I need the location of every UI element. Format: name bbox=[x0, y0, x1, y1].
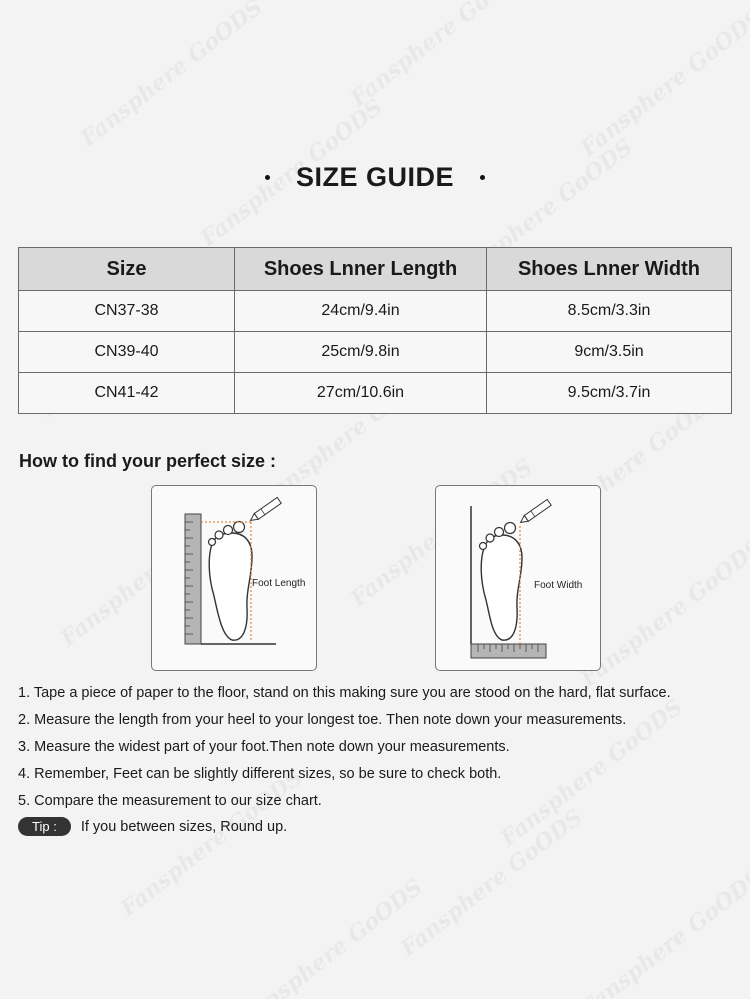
foot-width-label: Foot Width bbox=[534, 580, 583, 591]
table-row bbox=[19, 373, 732, 414]
watermark bbox=[76, 0, 268, 152]
howto-heading: How to find your perfect size : bbox=[19, 451, 277, 471]
foot-length-diagram bbox=[151, 485, 317, 671]
table-cell: 24cm/9.4in bbox=[235, 291, 487, 332]
instruction-step: 3. Measure the widest part of your foot.Then note down your measurements. bbox=[18, 739, 510, 755]
page-title bbox=[0, 162, 750, 193]
instruction-list bbox=[18, 680, 738, 815]
table-cell: 8.5cm/3.3in bbox=[487, 291, 732, 332]
table-cell: CN39-40 bbox=[19, 332, 235, 373]
tip-row bbox=[18, 817, 287, 836]
watermark bbox=[236, 874, 428, 999]
tip-badge: Tip : bbox=[18, 817, 71, 836]
table-cell: 9.5cm/3.7in bbox=[487, 373, 732, 414]
table-cell: 27cm/10.6in bbox=[235, 373, 487, 414]
watermark bbox=[576, 864, 750, 999]
column-header: Shoes Lnner Width bbox=[487, 248, 732, 291]
table-cell: 25cm/9.8in bbox=[235, 332, 487, 373]
table-cell: 9cm/3.5in bbox=[487, 332, 732, 373]
watermark bbox=[576, 534, 750, 692]
instruction-step: 2. Measure the length from your heel to your longest toe. Then note down your measurements. bbox=[18, 712, 627, 728]
table-cell: CN37-38 bbox=[19, 291, 235, 332]
column-header: Size bbox=[19, 248, 235, 291]
bullet-dot bbox=[480, 175, 485, 180]
column-header: Shoes Lnner Length bbox=[235, 248, 487, 291]
watermark bbox=[346, 0, 538, 112]
table-cell: CN41-42 bbox=[19, 373, 235, 414]
foot-length-label: Foot Length bbox=[252, 578, 306, 589]
foot-width-illustration bbox=[436, 486, 600, 670]
table-row bbox=[19, 291, 732, 332]
instruction-step: 5. Compare the measurement to our size chart. bbox=[18, 793, 322, 809]
size-table bbox=[18, 247, 732, 414]
instruction-step: 4. Remember, Feet can be slightly different sizes, so be sure to check both. bbox=[18, 766, 502, 782]
title-text: SIZE GUIDE bbox=[295, 162, 455, 192]
foot-width-diagram bbox=[435, 485, 601, 671]
instruction-step: 1. Tape a piece of paper to the floor, stand on this making sure you are stood on the hard, flat surface. bbox=[18, 685, 671, 701]
watermark bbox=[576, 4, 750, 162]
table-header-row bbox=[19, 248, 732, 291]
table-row bbox=[19, 332, 732, 373]
bullet-dot bbox=[265, 175, 270, 180]
watermark bbox=[396, 804, 588, 962]
tip-text: If you between sizes, Round up. bbox=[80, 818, 288, 835]
